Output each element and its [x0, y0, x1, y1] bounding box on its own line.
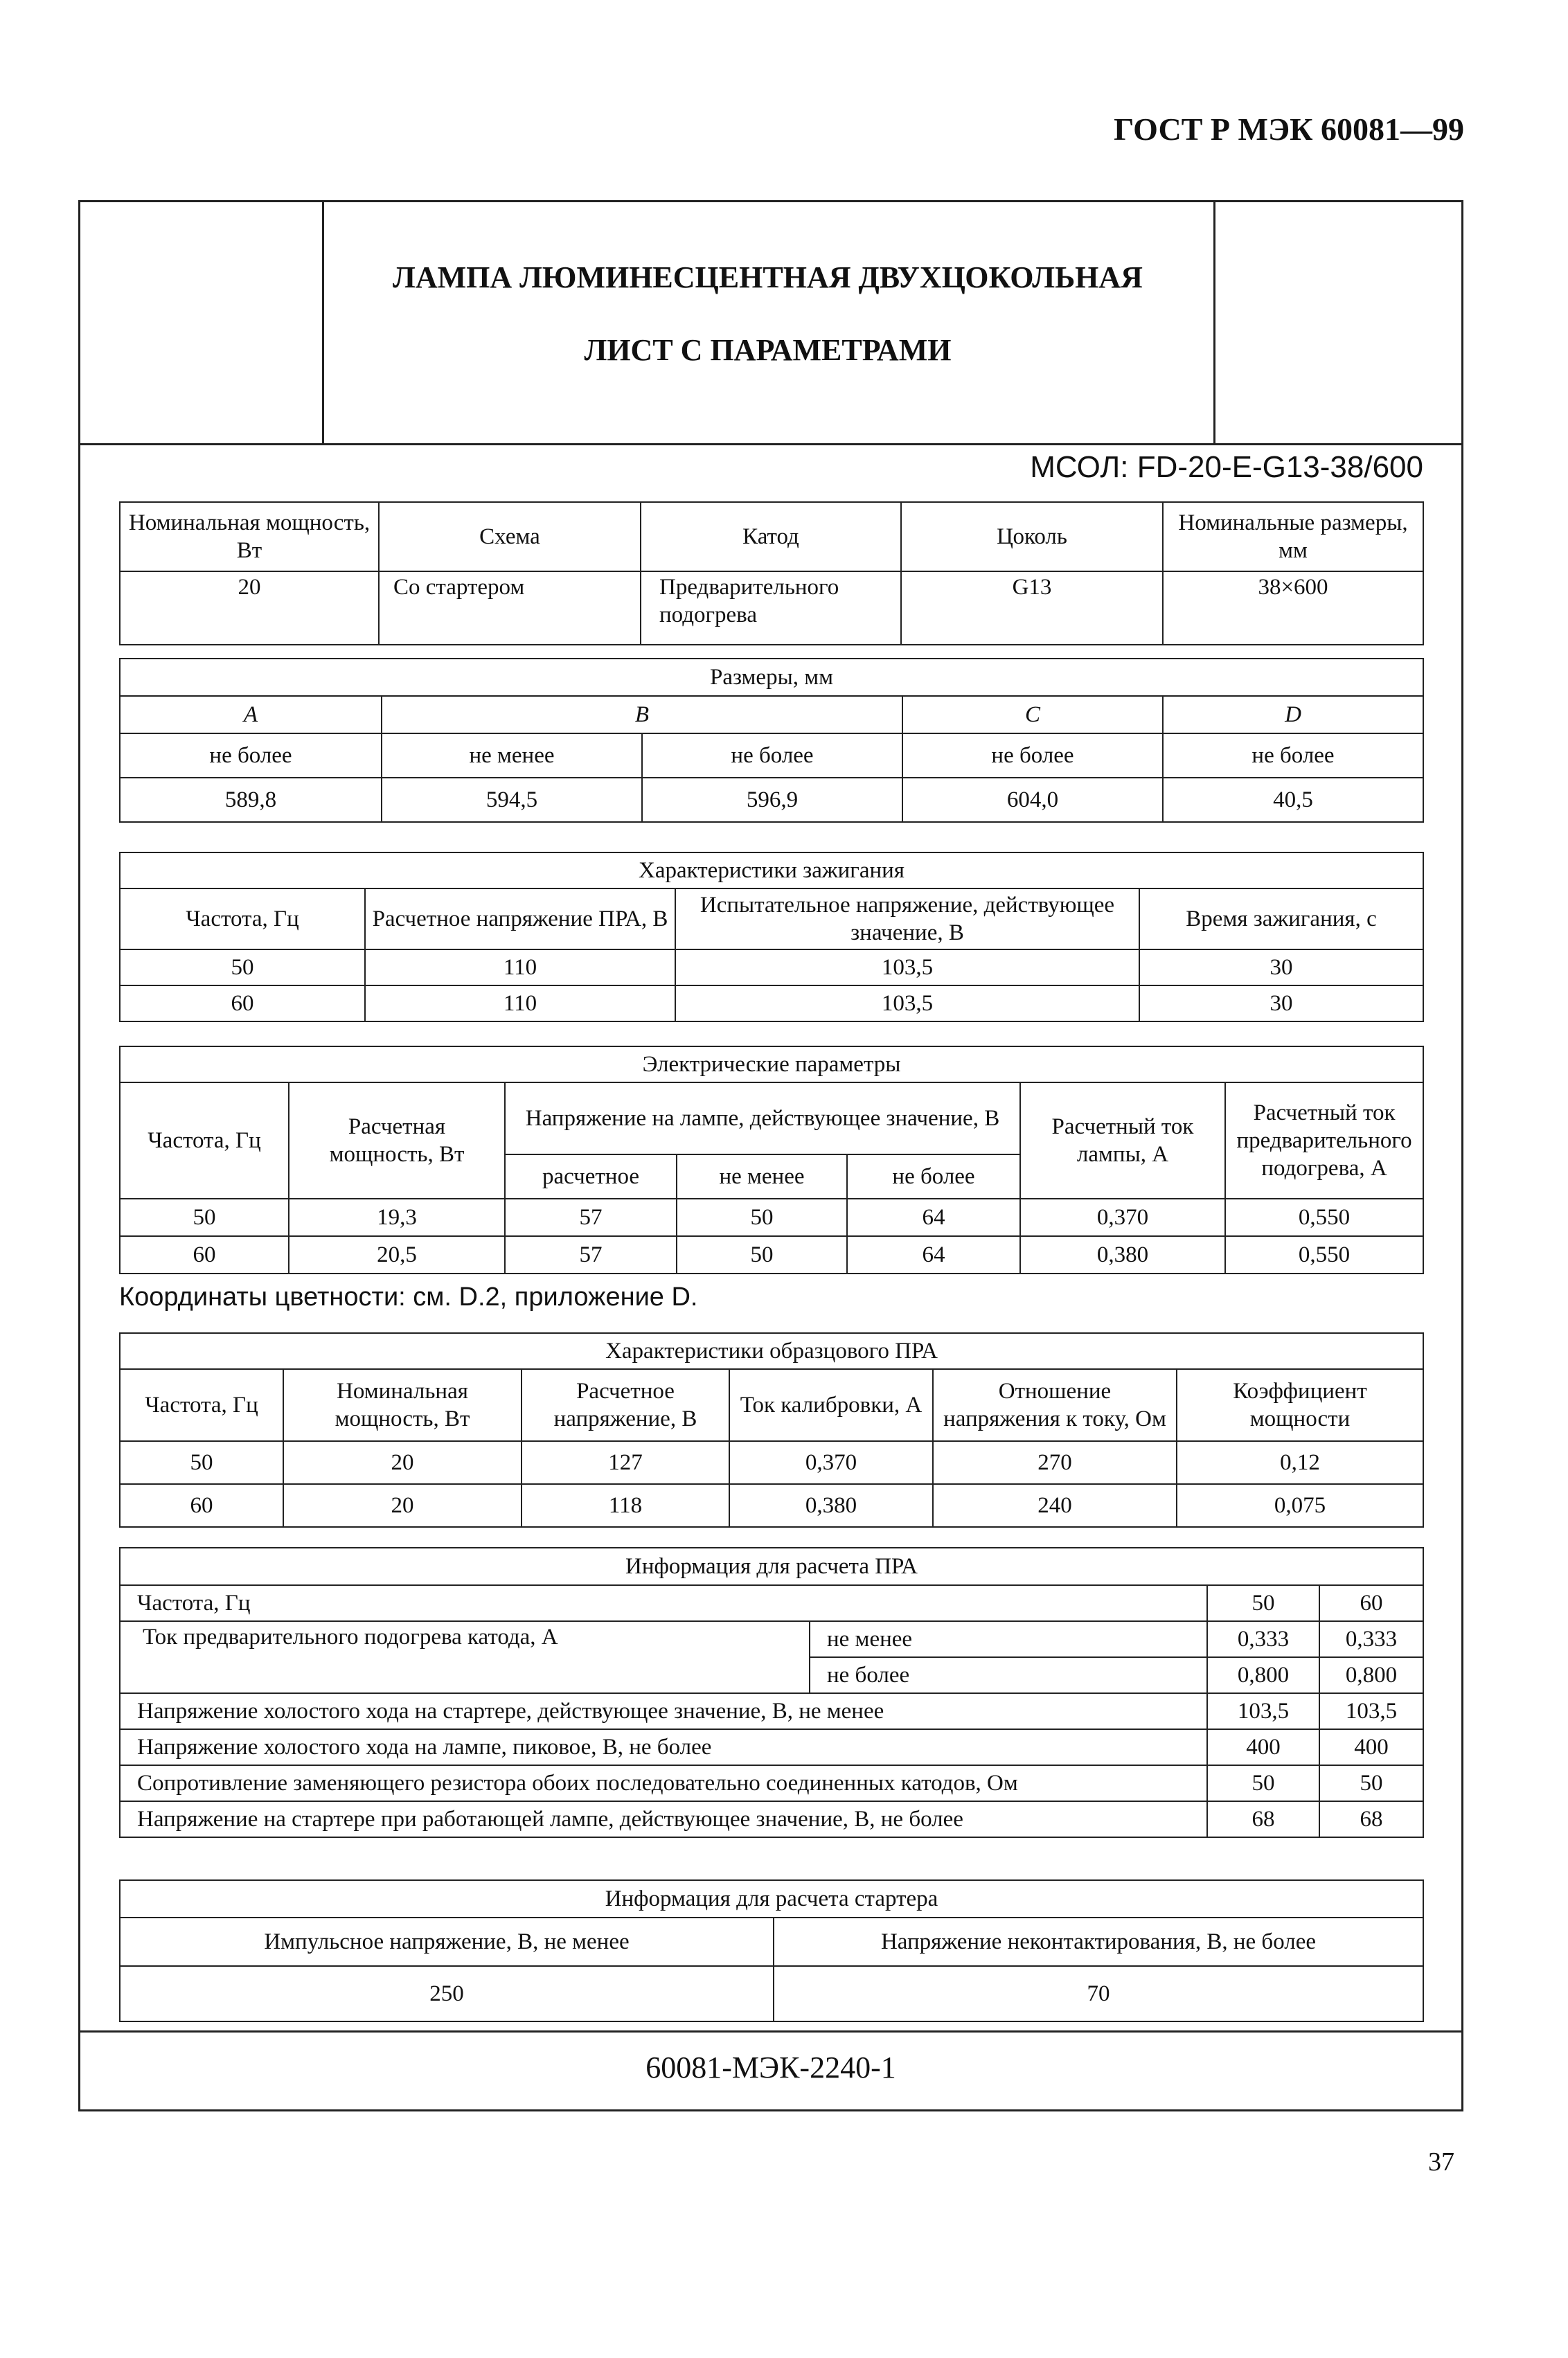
ignition-cell: 30: [1139, 949, 1423, 985]
ballast-cell: 0,12: [1177, 1441, 1423, 1484]
ballast-cell: 50: [120, 1441, 283, 1484]
header-cap: Цоколь: [901, 502, 1163, 571]
header-left-cell: [78, 200, 324, 445]
electrical-header-voltage: Напряжение на лампе, действующее значение, В: [505, 1082, 1020, 1154]
ballast-info-value: 103,5: [1319, 1693, 1423, 1729]
electrical-cell: 57: [505, 1199, 677, 1236]
ballast-info-preheat-max-label: не более: [810, 1657, 1207, 1693]
ignition-cell: 60: [120, 985, 365, 1021]
starter-info-value: 70: [774, 1966, 1423, 2021]
electrical-sub-max: не более: [847, 1154, 1020, 1199]
electrical-cell: 20,5: [289, 1236, 505, 1274]
ballast-cell: 270: [933, 1441, 1177, 1484]
cell-nominal-dims: 38×600: [1163, 571, 1423, 645]
ignition-cell: 110: [365, 985, 675, 1021]
ballast-info-value: 400: [1319, 1729, 1423, 1765]
dim-limit: не менее: [382, 733, 642, 778]
electrical-cell: 0,550: [1225, 1236, 1423, 1274]
cell-cathode: Предварительного подогрева: [641, 571, 901, 645]
ballast-info-row-label: Сопротивление заменяющего резистора обоих последовательно соединенных катодов, Ом: [120, 1765, 1207, 1801]
dim-limit: не более: [902, 733, 1163, 778]
dim-limit: не более: [120, 733, 382, 778]
electrical-header-power: Расчетная мощность, Вт: [289, 1082, 505, 1199]
ignition-title: Характеристики зажигания: [120, 852, 1423, 888]
dim-value: 589,8: [120, 778, 382, 822]
electrical-cell: 60: [120, 1236, 289, 1274]
electrical-cell: 64: [847, 1199, 1020, 1236]
chromaticity-note: Координаты цветности: см. D.2, приложение D.: [119, 1283, 698, 1312]
electrical-cell: 50: [120, 1199, 289, 1236]
ballast-cell: 20: [283, 1441, 522, 1484]
ignition-header: Расчетное напряжение ПРА, В: [365, 888, 675, 949]
page-number: 37: [1428, 2147, 1454, 2177]
electrical-sub-rated: расчетное: [505, 1154, 677, 1199]
ballast-info-title: Информация для расчета ПРА: [120, 1548, 1423, 1585]
ballast-cell: 118: [522, 1484, 729, 1527]
ballast-header: Номинальная мощность, Вт: [283, 1369, 522, 1441]
ballast-design-info-table: [119, 1547, 1424, 1838]
lamp-designation: МСОЛ: FD-20-E-G13-38/600: [1030, 450, 1423, 484]
ballast-info-preheat-label: Ток предварительного подогрева катода, А: [120, 1621, 810, 1693]
ballast-info-row-label: Напряжение холостого хода на стартере, действующее значение, В, не менее: [120, 1693, 1207, 1729]
dimensions-table: [119, 658, 1424, 823]
electrical-cell: 50: [677, 1236, 847, 1274]
ballast-info-preheat-min-label: не менее: [810, 1621, 1207, 1657]
ballast-cell: 127: [522, 1441, 729, 1484]
cell-cap: G13: [901, 571, 1163, 645]
electrical-sub-min: не менее: [677, 1154, 847, 1199]
header-right-cell-divider: [1213, 200, 1215, 445]
footer-divider: [78, 2030, 1463, 2033]
ballast-info-row-label: Напряжение на стартере при работающей лампе, действующее значение, В, не более: [120, 1801, 1207, 1837]
ignition-header: Время зажигания, с: [1139, 888, 1423, 949]
dim-value: 596,9: [642, 778, 902, 822]
ballast-info-value: 68: [1207, 1801, 1319, 1837]
dim-letter-a: A: [120, 696, 382, 733]
dim-letter-d: D: [1163, 696, 1423, 733]
electrical-header-preheat: Расчетный ток предварительного подогрева, А: [1225, 1082, 1423, 1199]
ballast-info-value: 400: [1207, 1729, 1319, 1765]
dimensions-title: Размеры, мм: [120, 659, 1423, 696]
header-circuit: Схема: [379, 502, 641, 571]
ballast-header: Отношение напряжения к току, Ом: [933, 1369, 1177, 1441]
sheet-title: ЛАМПА ЛЮМИНЕСЦЕНТНАЯ ДВУХЦОКОЛЬНАЯ: [393, 260, 1143, 294]
electrical-cell: 19,3: [289, 1199, 505, 1236]
ballast-info-value: 0,333: [1319, 1621, 1423, 1657]
ballast-info-value: 0,800: [1319, 1657, 1423, 1693]
electrical-cell: 0,380: [1020, 1236, 1225, 1274]
ballast-info-freq-label: Частота, Гц: [120, 1585, 1207, 1621]
dim-letter-b: B: [382, 696, 902, 733]
ballast-info-value: 103,5: [1207, 1693, 1319, 1729]
electrical-table: [119, 1046, 1424, 1274]
electrical-cell: 50: [677, 1199, 847, 1236]
ignition-cell: 30: [1139, 985, 1423, 1021]
dim-value: 40,5: [1163, 778, 1423, 822]
ignition-cell: 103,5: [675, 949, 1139, 985]
cell-circuit: Со стартером: [379, 571, 641, 645]
ballast-header: Ток калибровки, А: [729, 1369, 933, 1441]
ballast-cell: 0,075: [1177, 1484, 1423, 1527]
ballast-info-value: 68: [1319, 1801, 1423, 1837]
ballast-info-value: 0,333: [1207, 1621, 1319, 1657]
dim-letter-c: C: [902, 696, 1163, 733]
electrical-title: Электрические параметры: [120, 1046, 1423, 1082]
starter-design-info-table: [119, 1879, 1424, 2022]
dim-value: 594,5: [382, 778, 642, 822]
ballast-header: Частота, Гц: [120, 1369, 283, 1441]
ignition-table: [119, 852, 1424, 1022]
ignition-cell: 103,5: [675, 985, 1139, 1021]
ballast-info-freq: 50: [1207, 1585, 1319, 1621]
header-cathode: Катод: [641, 502, 901, 571]
ignition-header: Испытательное напряжение, действующее значение, В: [675, 888, 1139, 949]
ballast-cell: 0,370: [729, 1441, 933, 1484]
ballast-cell: 0,380: [729, 1484, 933, 1527]
reference-ballast-table: [119, 1332, 1424, 1528]
starter-info-value: 250: [120, 1966, 774, 2021]
ballast-cell: 20: [283, 1484, 522, 1527]
ballast-info-freq: 60: [1319, 1585, 1423, 1621]
starter-info-header: Импульсное напряжение, В, не менее: [120, 1918, 774, 1966]
electrical-header-current: Расчетный ток лампы, А: [1020, 1082, 1225, 1199]
ballast-info-value: 0,800: [1207, 1657, 1319, 1693]
dim-limit: не более: [642, 733, 902, 778]
electrical-cell: 0,550: [1225, 1199, 1423, 1236]
header-divider: [78, 443, 1463, 445]
ballast-header: Коэффициент мощности: [1177, 1369, 1423, 1441]
ballast-cell: 240: [933, 1484, 1177, 1527]
ballast-title: Характеристики образцового ПРА: [120, 1333, 1423, 1369]
ignition-cell: 110: [365, 949, 675, 985]
cell-rated-power: 20: [120, 571, 379, 645]
header-nominal-dims: Номинальные размеры, мм: [1163, 502, 1423, 571]
dim-limit: не более: [1163, 733, 1423, 778]
starter-info-title: Информация для расчета стартера: [120, 1880, 1423, 1918]
sheet-code: 60081-МЭК-2240-1: [645, 2051, 896, 2084]
standard-number: ГОСТ Р МЭК 60081—99: [1114, 111, 1464, 147]
ignition-cell: 50: [120, 949, 365, 985]
ballast-cell: 60: [120, 1484, 283, 1527]
electrical-cell: 57: [505, 1236, 677, 1274]
ballast-info-value: 50: [1207, 1765, 1319, 1801]
ballast-info-row-label: Напряжение холостого хода на лампе, пиковое, В, не более: [120, 1729, 1207, 1765]
dim-value: 604,0: [902, 778, 1163, 822]
header-rated-power: Номинальная мощность, Вт: [120, 502, 379, 571]
electrical-cell: 64: [847, 1236, 1020, 1274]
electrical-cell: 0,370: [1020, 1199, 1225, 1236]
sheet-subtitle: ЛИСТ С ПАРАМЕТРАМИ: [584, 333, 952, 367]
electrical-header-freq: Частота, Гц: [120, 1082, 289, 1199]
ignition-header: Частота, Гц: [120, 888, 365, 949]
ballast-info-value: 50: [1319, 1765, 1423, 1801]
starter-info-header: Напряжение неконтактирования, В, не более: [774, 1918, 1423, 1966]
ballast-header: Расчетное напряжение, В: [522, 1369, 729, 1441]
lamp-main-table: [119, 501, 1424, 645]
